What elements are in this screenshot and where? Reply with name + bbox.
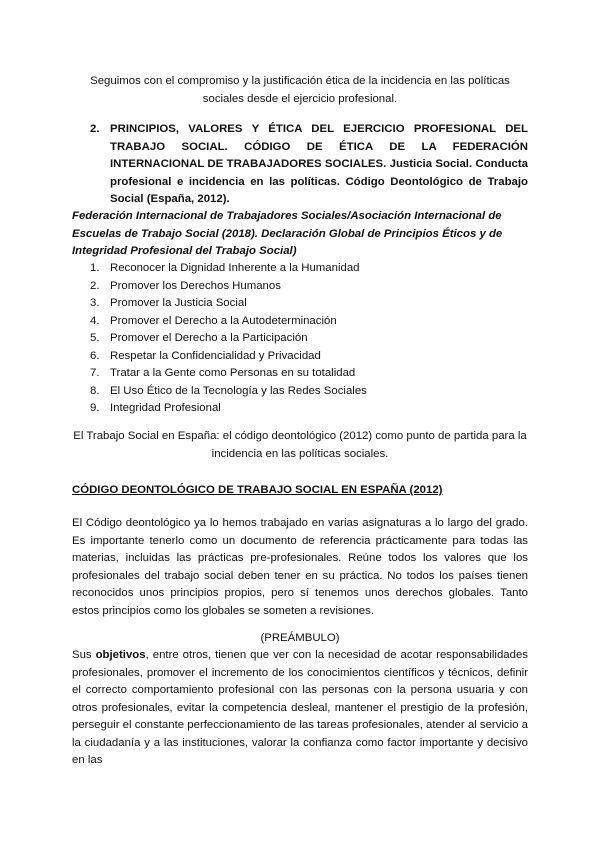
section-number: 2. (90, 123, 100, 135)
list-item (90, 348, 510, 366)
section-title: PRINCIPIOS, VALORES Y ÉTICA DEL EJERCICIO PROFESIONAL DEL TRABAJO SOCIAL. CÓDIGO DE ÉTICA DE LA FEDERACIÓN INTERNACIONAL DE TRABAJADORES SOCIALES. Justicia Social. Conducta profesional e incidencia en las políticas. Código Deontológico de Trabajo Social (España, 2012). (110, 123, 528, 205)
code-paragraph: El Código deontológico ya lo hemos trabajado en varias asignaturas a lo largo del grado. Es importante tenerlo como un documento de referencia prácticamente para todas las materias, incluidas las prácticas pre-profesionales. Reúne todos los valores que los profesionales del trabajo social deben tener en su práctica. No todos los países tienen reconocidos unos principios propios, pero sí tenemos unos derechos globales. Tanto estos principios como los globales se someten a revisiones. (72, 517, 528, 617)
list-item (90, 295, 510, 313)
list-item-text: Tratar a la Gente como Personas en su totalidad (110, 367, 356, 379)
list-item-text: Promover la Justicia Social (110, 297, 247, 309)
list-item (90, 278, 510, 296)
section-heading (90, 121, 528, 209)
list-item (90, 260, 510, 278)
list-item-number: 8. (90, 384, 100, 397)
list-item (90, 400, 510, 418)
list-item-text: Respetar la Confidencialidad y Privacidad (110, 349, 321, 362)
list-item-number: 5. (90, 332, 100, 344)
list-item-text: Reconocer la Dignidad Inherente a la Humanidad (110, 262, 360, 274)
list-item (90, 383, 510, 401)
list-item-text: Promover los Derechos Humanos (110, 279, 281, 292)
code-heading: CÓDIGO DEONTOLÓGICO DE TRABAJO SOCIAL EN ESPAÑA (2012) (72, 484, 443, 496)
list-item (90, 365, 510, 383)
list-item (90, 330, 510, 348)
spain-intro-paragraph: El Trabajo Social en España: el código deontológico (2012) como punto de partida para la incidencia en las políticas sociales. (73, 430, 527, 460)
list-item-number: 9. (90, 402, 100, 414)
list-item-text: Integridad Profesional (110, 402, 221, 414)
principles-list (90, 260, 510, 418)
ifsw-reference: Federación Internacional de Trabajadores Sociales/Asociación Internacional de Escuelas de Trabajo Social (2018). Declaración Global de Principios Éticos y de Integridad Profesional del Trabajo Social) (72, 210, 503, 257)
list-item-number: 4. (90, 314, 100, 327)
list-item-number: 1. (90, 262, 100, 274)
list-item-text: El Uso Ético de la Tecnología y las Redes Sociales (110, 384, 367, 397)
preamble-bold-term: objetivos (95, 649, 146, 661)
list-item-number: 2. (90, 279, 100, 292)
preamble-heading: (PREÁMBULO) (260, 632, 340, 644)
preamble-text: , entre otros, tienen que ver con la necesidad de acotar responsabilidades profesionales, promover el incremento de los conocimientos científicos y técnicos, definir el correcto comportamiento profesional con las personas con la persona usuaria y con otros profesionales, evitar la competencia desleal, mantener el prestigio de la profesión, perseguir el constante perfeccionamiento de las tareas profesionales, atender al servicio a la ciudadanía y a las instituciones, valorar la confianza como factor importante y decisivo en las (72, 649, 528, 766)
list-item-text: Promover el Derecho a la Autodeterminación (110, 314, 337, 327)
list-item-text: Promover el Derecho a la Participación (110, 332, 308, 344)
list-item-number: 6. (90, 349, 100, 362)
intro-paragraph: Seguimos con el compromiso y la justificación ética de la incidencia en las políticas sociales desde el ejercicio profesional. (90, 75, 510, 105)
preamble-lead: Sus (72, 649, 96, 661)
list-item-number: 7. (90, 367, 100, 379)
preamble-paragraph (72, 647, 528, 770)
list-item-number: 3. (90, 297, 100, 309)
list-item (90, 313, 510, 331)
